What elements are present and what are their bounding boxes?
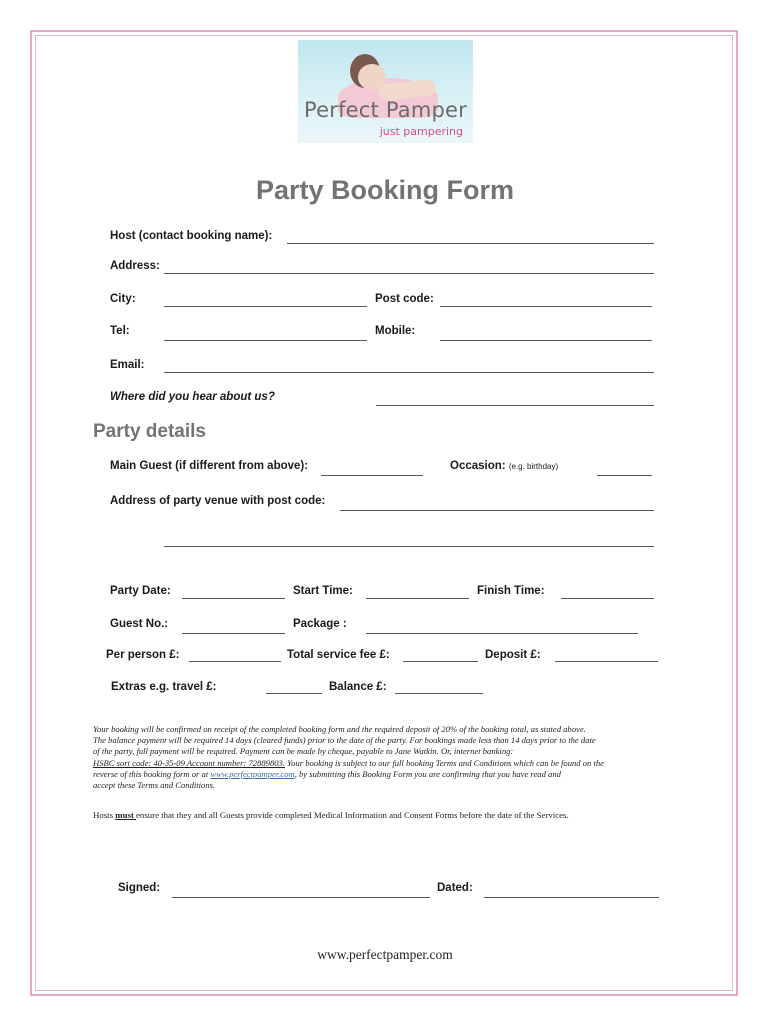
guest-number-label: Guest No.: bbox=[110, 618, 169, 630]
website-link[interactable]: www.perfectpamper.com bbox=[210, 768, 295, 779]
occasion-label-text: Occasion: bbox=[450, 460, 506, 472]
extras-label: Extras e.g. travel £: bbox=[111, 681, 217, 693]
per-person-field[interactable] bbox=[189, 661, 281, 662]
page-title: Party Booking Form bbox=[255, 175, 515, 205]
total-fee-field[interactable] bbox=[403, 661, 478, 662]
terms-line: of the party, full payment will be required. Payment can be made by cheque, payable to Jane Watkin. Or, internet banking: bbox=[93, 746, 514, 757]
referral-field[interactable] bbox=[376, 405, 654, 406]
tel-label: Tel: bbox=[110, 325, 130, 337]
address-label: Address: bbox=[110, 260, 160, 272]
postcode-label: Post code: bbox=[375, 293, 434, 305]
main-guest-field[interactable] bbox=[321, 475, 423, 476]
deposit-field[interactable] bbox=[555, 661, 658, 662]
terms-line: The balance payment will be required 14 days (cleared funds) prior to the date of the party. For bookings made less than 14 days prior to the date bbox=[93, 735, 596, 746]
city-label: City: bbox=[110, 293, 136, 305]
terms-line: Your booking will be confirmed on receipt of the completed booking form and the required deposit of 20% of the booking total, as stated above. bbox=[93, 724, 586, 734]
terms-line: accept these Terms and Conditions. bbox=[93, 780, 216, 791]
extras-field[interactable] bbox=[266, 693, 322, 694]
bank-details: HSBC sort code: 40-35-09 Account number: 72889803. bbox=[93, 757, 285, 768]
total-fee-label: Total service fee £: bbox=[287, 649, 390, 661]
finish-time-label: Finish Time: bbox=[477, 585, 545, 597]
footer-website[interactable]: www.perfectpamper.com bbox=[317, 947, 453, 962]
venue-field-line1[interactable] bbox=[340, 510, 654, 511]
referral-label: Where did you hear about us? bbox=[110, 391, 275, 403]
party-date-field[interactable] bbox=[182, 598, 285, 599]
terms-line bbox=[93, 758, 733, 769]
venue-field-line2[interactable] bbox=[164, 546, 654, 547]
main-guest-label: Main Guest (if different from above): bbox=[110, 460, 309, 472]
dated-label: Dated: bbox=[437, 882, 473, 894]
package-label: Package : bbox=[293, 618, 347, 630]
balance-field[interactable] bbox=[395, 693, 483, 694]
mobile-label: Mobile: bbox=[375, 325, 416, 337]
signature-field[interactable] bbox=[172, 897, 430, 898]
logo-brand-name: Perfect Pamper bbox=[304, 98, 467, 122]
start-time-label: Start Time: bbox=[293, 585, 353, 597]
postcode-field[interactable] bbox=[440, 306, 652, 307]
party-details-heading: Party details bbox=[93, 421, 206, 442]
start-time-field[interactable] bbox=[366, 598, 469, 599]
tel-field[interactable] bbox=[164, 340, 367, 341]
address-field[interactable] bbox=[164, 273, 654, 274]
party-date-label: Party Date: bbox=[110, 585, 171, 597]
logo-tagline: just pampering bbox=[379, 125, 463, 138]
deposit-label: Deposit £: bbox=[485, 649, 541, 661]
finish-time-field[interactable] bbox=[561, 598, 654, 599]
terms-text: , by submitting this Booking Form you are confirming that you have read and bbox=[294, 768, 561, 779]
balance-label: Balance £: bbox=[329, 681, 387, 693]
email-field[interactable] bbox=[164, 372, 654, 373]
per-person-label: Per person £: bbox=[106, 649, 180, 661]
occasion-field[interactable] bbox=[597, 475, 652, 476]
city-field[interactable] bbox=[164, 306, 367, 307]
occasion-hint: (e.g. birthday) bbox=[508, 462, 559, 471]
guest-number-field[interactable] bbox=[182, 633, 285, 634]
host-label: Host (contact booking name): bbox=[110, 230, 273, 242]
terms-line bbox=[93, 769, 733, 780]
email-label: Email: bbox=[110, 359, 145, 371]
mobile-field[interactable] bbox=[440, 340, 652, 341]
hosts-text: Hosts bbox=[93, 810, 116, 820]
occasion-label bbox=[450, 460, 558, 472]
hosts-emphasis: must bbox=[115, 810, 137, 820]
brand-logo bbox=[298, 40, 473, 143]
date-field[interactable] bbox=[484, 897, 659, 898]
hosts-text: ensure that they and all Guests provide completed Medical Information and Consent Forms before the date of the Services. bbox=[136, 810, 569, 820]
terms-text: reverse of this booking form or at bbox=[93, 768, 211, 779]
package-field[interactable] bbox=[366, 633, 638, 634]
host-field[interactable] bbox=[287, 243, 654, 244]
signed-label: Signed: bbox=[118, 882, 161, 894]
hosts-notice bbox=[93, 810, 733, 820]
terms-paragraph bbox=[93, 724, 733, 791]
venue-label: Address of party venue with post code: bbox=[110, 495, 326, 507]
terms-text: Your booking is subject to our full booking Terms and Conditions which can be found on the bbox=[284, 757, 604, 768]
